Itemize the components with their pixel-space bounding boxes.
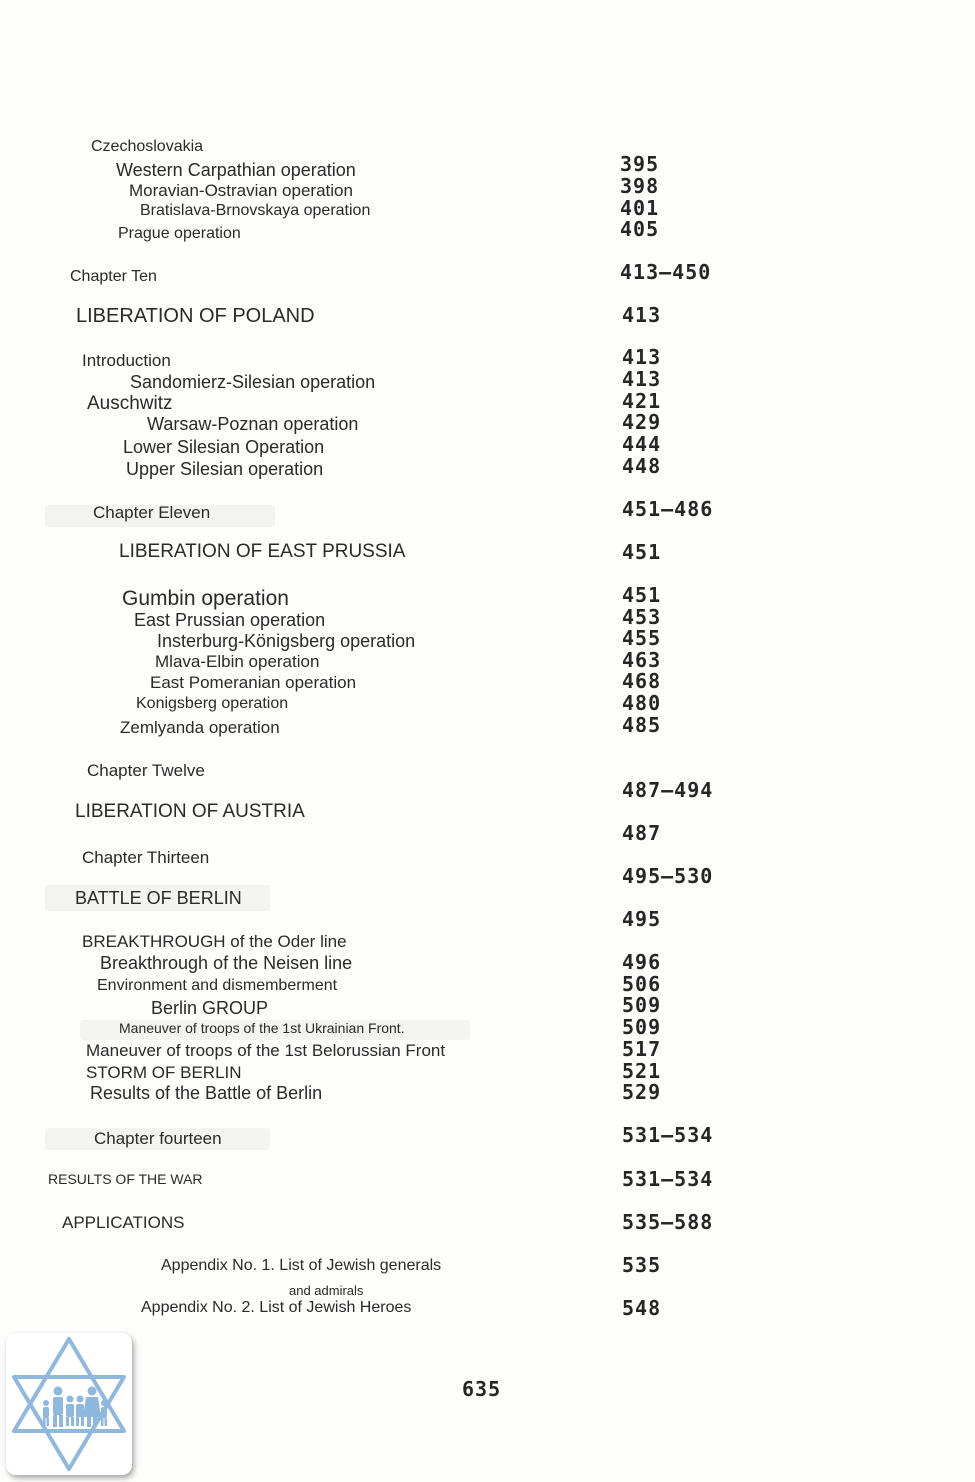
page-number: 413: [622, 303, 662, 327]
page-number: 429: [622, 410, 662, 434]
toc-entry-maneuver-ukrainian: Maneuver of troops of the 1st Ukrainian Front.: [119, 1020, 405, 1036]
toc-entry-appendix-2: Appendix No. 2. List of Jewish Heroes: [141, 1299, 412, 1316]
page-number: 509: [622, 1015, 662, 1039]
toc-entry-east-pomeranian: East Pomeranian operation: [150, 673, 357, 692]
page-number: 395: [620, 152, 660, 176]
toc-chapter-fourteen: Chapter fourteen: [94, 1129, 222, 1148]
page-range: 495–530: [622, 864, 714, 888]
page-number: 413: [622, 367, 662, 391]
page-number: 444: [622, 432, 662, 456]
page-number: 468: [622, 669, 662, 693]
toc-entry-warsaw-poznan: Warsaw-Poznan operation: [147, 414, 359, 434]
page-number: 496: [622, 950, 662, 974]
toc-entry-moravian-ostravian: Moravian-Ostravian operation: [129, 181, 353, 200]
toc-entry-upper-silesian: Upper Silesian operation: [126, 459, 324, 479]
page-number: 451: [622, 540, 662, 564]
toc-entry-gumbin: Gumbin operation: [122, 587, 289, 610]
toc-entry-breakthrough-neisen: Breakthrough of the Neisen line: [100, 953, 353, 973]
page-number: 506: [622, 972, 662, 996]
toc-entry-auschwitz: Auschwitz: [87, 393, 173, 414]
toc-entry-western-carpathian: Western Carpathian operation: [116, 160, 356, 180]
page-number: 421: [622, 389, 662, 413]
toc-entry-maneuver-belorussian: Maneuver of troops of the 1st Belorussian Front: [86, 1041, 446, 1060]
toc-entry-breakthrough-oder: BREAKTHROUGH of the Oder line: [82, 932, 347, 951]
page-number: 413: [622, 345, 662, 369]
page-number: 453: [622, 605, 662, 629]
toc-entry-insterburg: Insterburg-Königsberg operation: [157, 631, 416, 651]
toc-entry-east-prussian: East Prussian operation: [134, 610, 326, 630]
toc-title-results-war: RESULTS OF THE WAR: [48, 1171, 203, 1187]
toc-title-applications: APPLICATIONS: [62, 1213, 185, 1232]
logo-badge: [6, 1333, 132, 1475]
toc-chapter-ten: Chapter Ten: [70, 268, 157, 285]
page-number: 398: [620, 174, 660, 198]
page-number: 451: [622, 583, 662, 607]
toc-entry-bratislava-brnovskaya: Bratislava-Brnovskaya operation: [140, 202, 371, 219]
page-range: 531–534: [622, 1167, 714, 1191]
page-number: 455: [622, 626, 662, 650]
page-number: 535: [622, 1253, 662, 1277]
toc-entry-introduction: Introduction: [82, 351, 171, 370]
toc-entry-prague: Prague operation: [118, 225, 241, 242]
toc-entry-zemlyanda: Zemlyanda operation: [120, 718, 280, 737]
toc-title-liberation-east-prussia: LIBERATION OF EAST PRUSSIA: [119, 541, 406, 562]
page-number: 480: [622, 691, 662, 715]
toc-entry-environment: Environment and dismemberment: [97, 977, 338, 994]
page-range: 531–534: [622, 1123, 714, 1147]
toc-entry-appendix-1-cont: and admirals: [289, 1283, 364, 1298]
page-number: 548: [622, 1296, 662, 1320]
toc-entry-mlava-elbin: Mlava-Elbin operation: [155, 652, 320, 671]
page-range: 487–494: [622, 778, 714, 802]
toc-entry-storm-berlin: STORM OF BERLIN: [86, 1063, 242, 1082]
toc-entry-sandomierz: Sandomierz-Silesian operation: [130, 372, 376, 392]
toc-entry-czechoslovakia: Czechoslovakia: [91, 138, 204, 155]
toc-chapter-twelve: Chapter Twelve: [87, 761, 205, 780]
star-of-david-family-icon: [6, 1333, 132, 1475]
page-number: 485: [622, 713, 662, 737]
page-range: 451–486: [622, 497, 714, 521]
page-folio: 635: [462, 1377, 502, 1401]
toc-entry-lower-silesian: Lower Silesian Operation: [123, 437, 325, 457]
page-number: 405: [620, 217, 660, 241]
toc-entry-appendix-1: Appendix No. 1. List of Jewish generals: [161, 1257, 442, 1274]
toc-title-liberation-poland: LIBERATION OF POLAND: [76, 305, 315, 327]
toc-entry-berlin-group: Berlin GROUP: [151, 998, 269, 1018]
page-number: 529: [622, 1080, 662, 1104]
toc-title-battle-berlin: BATTLE OF BERLIN: [75, 888, 242, 908]
page-range: 413–450: [620, 260, 712, 284]
page-number: 521: [622, 1059, 662, 1083]
page-number: 509: [622, 993, 662, 1017]
page-range: 535–588: [622, 1210, 714, 1234]
toc-entry-results-battle-berlin: Results of the Battle of Berlin: [90, 1083, 323, 1103]
page-number: 401: [620, 196, 660, 220]
toc-chapter-eleven: Chapter Eleven: [93, 503, 211, 522]
toc-title-liberation-austria: LIBERATION OF AUSTRIA: [75, 801, 305, 822]
toc-chapter-thirteen: Chapter Thirteen: [82, 848, 210, 867]
page-number: 495: [622, 907, 662, 931]
toc-entry-konigsberg: Konigsberg operation: [136, 695, 289, 712]
page-number: 517: [622, 1037, 662, 1061]
page-number: 487: [622, 821, 662, 845]
page-number: 463: [622, 648, 662, 672]
page-number: 448: [622, 454, 662, 478]
